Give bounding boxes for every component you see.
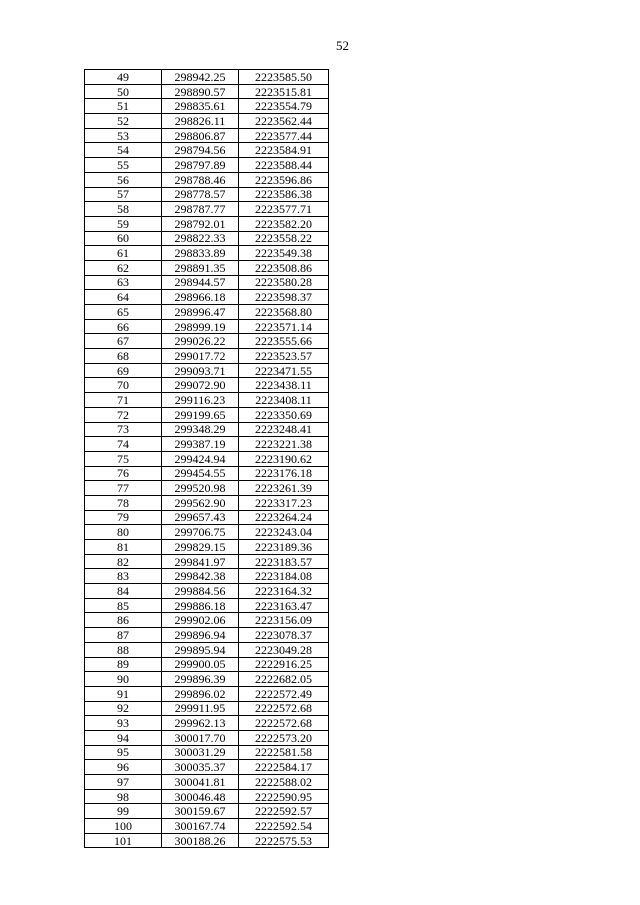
x-coordinate-cell: 299902.06 bbox=[162, 613, 239, 628]
y-coordinate-cell: 2222592.57 bbox=[239, 804, 329, 819]
point-number-cell: 76 bbox=[85, 466, 162, 481]
point-number-cell: 51 bbox=[85, 99, 162, 114]
y-coordinate-cell: 2223508.86 bbox=[239, 260, 329, 275]
table-row bbox=[85, 540, 329, 555]
table-row bbox=[85, 789, 329, 804]
table-row bbox=[85, 202, 329, 217]
table-row bbox=[85, 525, 329, 540]
x-coordinate-cell: 300046.48 bbox=[162, 789, 239, 804]
y-coordinate-cell: 2223183.57 bbox=[239, 554, 329, 569]
y-coordinate-cell: 2223408.11 bbox=[239, 393, 329, 408]
table-row bbox=[85, 275, 329, 290]
table-row bbox=[85, 775, 329, 790]
y-coordinate-cell: 2222572.68 bbox=[239, 701, 329, 716]
table-row bbox=[85, 569, 329, 584]
x-coordinate-cell: 298806.87 bbox=[162, 128, 239, 143]
y-coordinate-cell: 2223350.69 bbox=[239, 407, 329, 422]
table-row bbox=[85, 231, 329, 246]
y-coordinate-cell: 2223558.22 bbox=[239, 231, 329, 246]
point-number-cell: 84 bbox=[85, 584, 162, 599]
point-number-cell: 81 bbox=[85, 540, 162, 555]
y-coordinate-cell: 2222572.49 bbox=[239, 686, 329, 701]
y-coordinate-cell: 2223577.71 bbox=[239, 202, 329, 217]
x-coordinate-cell: 298822.33 bbox=[162, 231, 239, 246]
point-number-cell: 85 bbox=[85, 598, 162, 613]
x-coordinate-cell: 299900.05 bbox=[162, 657, 239, 672]
point-number-cell: 72 bbox=[85, 407, 162, 422]
y-coordinate-cell: 2223164.32 bbox=[239, 584, 329, 599]
table-row bbox=[85, 554, 329, 569]
x-coordinate-cell: 299841.97 bbox=[162, 554, 239, 569]
table-row bbox=[85, 260, 329, 275]
y-coordinate-cell: 2223176.18 bbox=[239, 466, 329, 481]
point-number-cell: 87 bbox=[85, 628, 162, 643]
coordinates-table-body bbox=[85, 70, 329, 848]
point-number-cell: 89 bbox=[85, 657, 162, 672]
table-row bbox=[85, 760, 329, 775]
point-number-cell: 94 bbox=[85, 730, 162, 745]
table-row bbox=[85, 598, 329, 613]
table-row bbox=[85, 187, 329, 202]
y-coordinate-cell: 2223049.28 bbox=[239, 642, 329, 657]
y-coordinate-cell: 2223523.57 bbox=[239, 349, 329, 364]
point-number-cell: 73 bbox=[85, 422, 162, 437]
table-row bbox=[85, 70, 329, 85]
y-coordinate-cell: 2223582.20 bbox=[239, 216, 329, 231]
table-row bbox=[85, 466, 329, 481]
point-number-cell: 95 bbox=[85, 745, 162, 760]
point-number-cell: 61 bbox=[85, 246, 162, 261]
point-number-cell: 88 bbox=[85, 642, 162, 657]
point-number-cell: 82 bbox=[85, 554, 162, 569]
point-number-cell: 50 bbox=[85, 84, 162, 99]
y-coordinate-cell: 2222581.58 bbox=[239, 745, 329, 760]
point-number-cell: 86 bbox=[85, 613, 162, 628]
y-coordinate-cell: 2223189.36 bbox=[239, 540, 329, 555]
y-coordinate-cell: 2223585.50 bbox=[239, 70, 329, 85]
y-coordinate-cell: 2223184.08 bbox=[239, 569, 329, 584]
x-coordinate-cell: 299199.65 bbox=[162, 407, 239, 422]
x-coordinate-cell: 299886.18 bbox=[162, 598, 239, 613]
point-number-cell: 55 bbox=[85, 158, 162, 173]
y-coordinate-cell: 2223571.14 bbox=[239, 319, 329, 334]
point-number-cell: 101 bbox=[85, 833, 162, 848]
x-coordinate-cell: 300167.74 bbox=[162, 819, 239, 834]
x-coordinate-cell: 298826.11 bbox=[162, 114, 239, 129]
x-coordinate-cell: 300041.81 bbox=[162, 775, 239, 790]
y-coordinate-cell: 2223580.28 bbox=[239, 275, 329, 290]
y-coordinate-cell: 2222916.25 bbox=[239, 657, 329, 672]
y-coordinate-cell: 2223243.04 bbox=[239, 525, 329, 540]
y-coordinate-cell: 2222573.20 bbox=[239, 730, 329, 745]
y-coordinate-cell: 2223596.86 bbox=[239, 172, 329, 187]
point-number-cell: 71 bbox=[85, 393, 162, 408]
coordinates-table bbox=[84, 69, 329, 848]
table-row bbox=[85, 642, 329, 657]
x-coordinate-cell: 299348.29 bbox=[162, 422, 239, 437]
y-coordinate-cell: 2222592.54 bbox=[239, 819, 329, 834]
point-number-cell: 49 bbox=[85, 70, 162, 85]
x-coordinate-cell: 298891.35 bbox=[162, 260, 239, 275]
table-row bbox=[85, 319, 329, 334]
point-number-cell: 59 bbox=[85, 216, 162, 231]
point-number-cell: 98 bbox=[85, 789, 162, 804]
table-row bbox=[85, 701, 329, 716]
table-row bbox=[85, 451, 329, 466]
point-number-cell: 65 bbox=[85, 305, 162, 320]
x-coordinate-cell: 298833.89 bbox=[162, 246, 239, 261]
table-row bbox=[85, 628, 329, 643]
x-coordinate-cell: 298944.57 bbox=[162, 275, 239, 290]
x-coordinate-cell: 299842.38 bbox=[162, 569, 239, 584]
x-coordinate-cell: 299093.71 bbox=[162, 363, 239, 378]
point-number-cell: 56 bbox=[85, 172, 162, 187]
y-coordinate-cell: 2223438.11 bbox=[239, 378, 329, 393]
table-row bbox=[85, 99, 329, 114]
table-row bbox=[85, 393, 329, 408]
point-number-cell: 58 bbox=[85, 202, 162, 217]
y-coordinate-cell: 2223317.23 bbox=[239, 495, 329, 510]
table-row bbox=[85, 510, 329, 525]
table-row bbox=[85, 290, 329, 305]
x-coordinate-cell: 299706.75 bbox=[162, 525, 239, 540]
table-row bbox=[85, 657, 329, 672]
x-coordinate-cell: 300188.26 bbox=[162, 833, 239, 848]
y-coordinate-cell: 2223221.38 bbox=[239, 437, 329, 452]
point-number-cell: 54 bbox=[85, 143, 162, 158]
point-number-cell: 93 bbox=[85, 716, 162, 731]
point-number-cell: 80 bbox=[85, 525, 162, 540]
table-row bbox=[85, 686, 329, 701]
x-coordinate-cell: 298787.77 bbox=[162, 202, 239, 217]
x-coordinate-cell: 298794.56 bbox=[162, 143, 239, 158]
point-number-cell: 66 bbox=[85, 319, 162, 334]
table-row bbox=[85, 495, 329, 510]
point-number-cell: 60 bbox=[85, 231, 162, 246]
table-row bbox=[85, 819, 329, 834]
point-number-cell: 99 bbox=[85, 804, 162, 819]
table-row bbox=[85, 407, 329, 422]
x-coordinate-cell: 298792.01 bbox=[162, 216, 239, 231]
y-coordinate-cell: 2223248.41 bbox=[239, 422, 329, 437]
point-number-cell: 91 bbox=[85, 686, 162, 701]
table-row bbox=[85, 804, 329, 819]
point-number-cell: 74 bbox=[85, 437, 162, 452]
x-coordinate-cell: 299026.22 bbox=[162, 334, 239, 349]
x-coordinate-cell: 299520.98 bbox=[162, 481, 239, 496]
table-row bbox=[85, 128, 329, 143]
x-coordinate-cell: 299017.72 bbox=[162, 349, 239, 364]
point-number-cell: 100 bbox=[85, 819, 162, 834]
x-coordinate-cell: 298835.61 bbox=[162, 99, 239, 114]
table-row bbox=[85, 172, 329, 187]
point-number-cell: 79 bbox=[85, 510, 162, 525]
y-coordinate-cell: 2223562.44 bbox=[239, 114, 329, 129]
table-row bbox=[85, 158, 329, 173]
x-coordinate-cell: 299657.43 bbox=[162, 510, 239, 525]
point-number-cell: 67 bbox=[85, 334, 162, 349]
y-coordinate-cell: 2223549.38 bbox=[239, 246, 329, 261]
point-number-cell: 68 bbox=[85, 349, 162, 364]
x-coordinate-cell: 298778.57 bbox=[162, 187, 239, 202]
y-coordinate-cell: 2223555.66 bbox=[239, 334, 329, 349]
point-number-cell: 70 bbox=[85, 378, 162, 393]
x-coordinate-cell: 298942.25 bbox=[162, 70, 239, 85]
point-number-cell: 57 bbox=[85, 187, 162, 202]
x-coordinate-cell: 298797.89 bbox=[162, 158, 239, 173]
point-number-cell: 96 bbox=[85, 760, 162, 775]
x-coordinate-cell: 299911.95 bbox=[162, 701, 239, 716]
x-coordinate-cell: 299896.02 bbox=[162, 686, 239, 701]
point-number-cell: 83 bbox=[85, 569, 162, 584]
table-row bbox=[85, 745, 329, 760]
x-coordinate-cell: 299116.23 bbox=[162, 393, 239, 408]
x-coordinate-cell: 299896.39 bbox=[162, 672, 239, 687]
y-coordinate-cell: 2223584.91 bbox=[239, 143, 329, 158]
x-coordinate-cell: 298890.57 bbox=[162, 84, 239, 99]
y-coordinate-cell: 2222572.68 bbox=[239, 716, 329, 731]
y-coordinate-cell: 2222682.05 bbox=[239, 672, 329, 687]
table-row bbox=[85, 716, 329, 731]
y-coordinate-cell: 2223264.24 bbox=[239, 510, 329, 525]
y-coordinate-cell: 2223588.44 bbox=[239, 158, 329, 173]
table-row bbox=[85, 422, 329, 437]
x-coordinate-cell: 299829.15 bbox=[162, 540, 239, 555]
y-coordinate-cell: 2223577.44 bbox=[239, 128, 329, 143]
y-coordinate-cell: 2223554.79 bbox=[239, 99, 329, 114]
table-row bbox=[85, 216, 329, 231]
point-number-cell: 53 bbox=[85, 128, 162, 143]
y-coordinate-cell: 2223598.37 bbox=[239, 290, 329, 305]
table-row bbox=[85, 730, 329, 745]
x-coordinate-cell: 299562.90 bbox=[162, 495, 239, 510]
y-coordinate-cell: 2223156.09 bbox=[239, 613, 329, 628]
x-coordinate-cell: 299424.94 bbox=[162, 451, 239, 466]
x-coordinate-cell: 299896.94 bbox=[162, 628, 239, 643]
x-coordinate-cell: 299895.94 bbox=[162, 642, 239, 657]
x-coordinate-cell: 300159.67 bbox=[162, 804, 239, 819]
x-coordinate-cell: 300017.70 bbox=[162, 730, 239, 745]
point-number-cell: 52 bbox=[85, 114, 162, 129]
point-number-cell: 69 bbox=[85, 363, 162, 378]
y-coordinate-cell: 2223471.55 bbox=[239, 363, 329, 378]
table-row bbox=[85, 363, 329, 378]
table-row bbox=[85, 672, 329, 687]
y-coordinate-cell: 2222588.02 bbox=[239, 775, 329, 790]
y-coordinate-cell: 2223568.80 bbox=[239, 305, 329, 320]
x-coordinate-cell: 299387.19 bbox=[162, 437, 239, 452]
point-number-cell: 78 bbox=[85, 495, 162, 510]
table-row bbox=[85, 334, 329, 349]
x-coordinate-cell: 299454.55 bbox=[162, 466, 239, 481]
y-coordinate-cell: 2223190.62 bbox=[239, 451, 329, 466]
table-row bbox=[85, 833, 329, 848]
y-coordinate-cell: 2223078.37 bbox=[239, 628, 329, 643]
point-number-cell: 77 bbox=[85, 481, 162, 496]
x-coordinate-cell: 300031.29 bbox=[162, 745, 239, 760]
y-coordinate-cell: 2223515.81 bbox=[239, 84, 329, 99]
y-coordinate-cell: 2222575.53 bbox=[239, 833, 329, 848]
table-row bbox=[85, 143, 329, 158]
point-number-cell: 63 bbox=[85, 275, 162, 290]
y-coordinate-cell: 2223586.38 bbox=[239, 187, 329, 202]
x-coordinate-cell: 298966.18 bbox=[162, 290, 239, 305]
point-number-cell: 62 bbox=[85, 260, 162, 275]
x-coordinate-cell: 298788.46 bbox=[162, 172, 239, 187]
table-row bbox=[85, 378, 329, 393]
y-coordinate-cell: 2222590.95 bbox=[239, 789, 329, 804]
table-row bbox=[85, 114, 329, 129]
x-coordinate-cell: 300035.37 bbox=[162, 760, 239, 775]
point-number-cell: 90 bbox=[85, 672, 162, 687]
x-coordinate-cell: 299962.13 bbox=[162, 716, 239, 731]
x-coordinate-cell: 298996.47 bbox=[162, 305, 239, 320]
point-number-cell: 64 bbox=[85, 290, 162, 305]
table-row bbox=[85, 246, 329, 261]
table-row bbox=[85, 584, 329, 599]
x-coordinate-cell: 299884.56 bbox=[162, 584, 239, 599]
table-row bbox=[85, 613, 329, 628]
point-number-cell: 75 bbox=[85, 451, 162, 466]
table-row bbox=[85, 305, 329, 320]
y-coordinate-cell: 2223261.39 bbox=[239, 481, 329, 496]
x-coordinate-cell: 299072.90 bbox=[162, 378, 239, 393]
y-coordinate-cell: 2223163.47 bbox=[239, 598, 329, 613]
table-row bbox=[85, 349, 329, 364]
point-number-cell: 92 bbox=[85, 701, 162, 716]
x-coordinate-cell: 298999.19 bbox=[162, 319, 239, 334]
table-row bbox=[85, 481, 329, 496]
page-number: 52 bbox=[336, 38, 349, 53]
y-coordinate-cell: 2222584.17 bbox=[239, 760, 329, 775]
point-number-cell: 97 bbox=[85, 775, 162, 790]
table-row bbox=[85, 84, 329, 99]
table-row bbox=[85, 437, 329, 452]
